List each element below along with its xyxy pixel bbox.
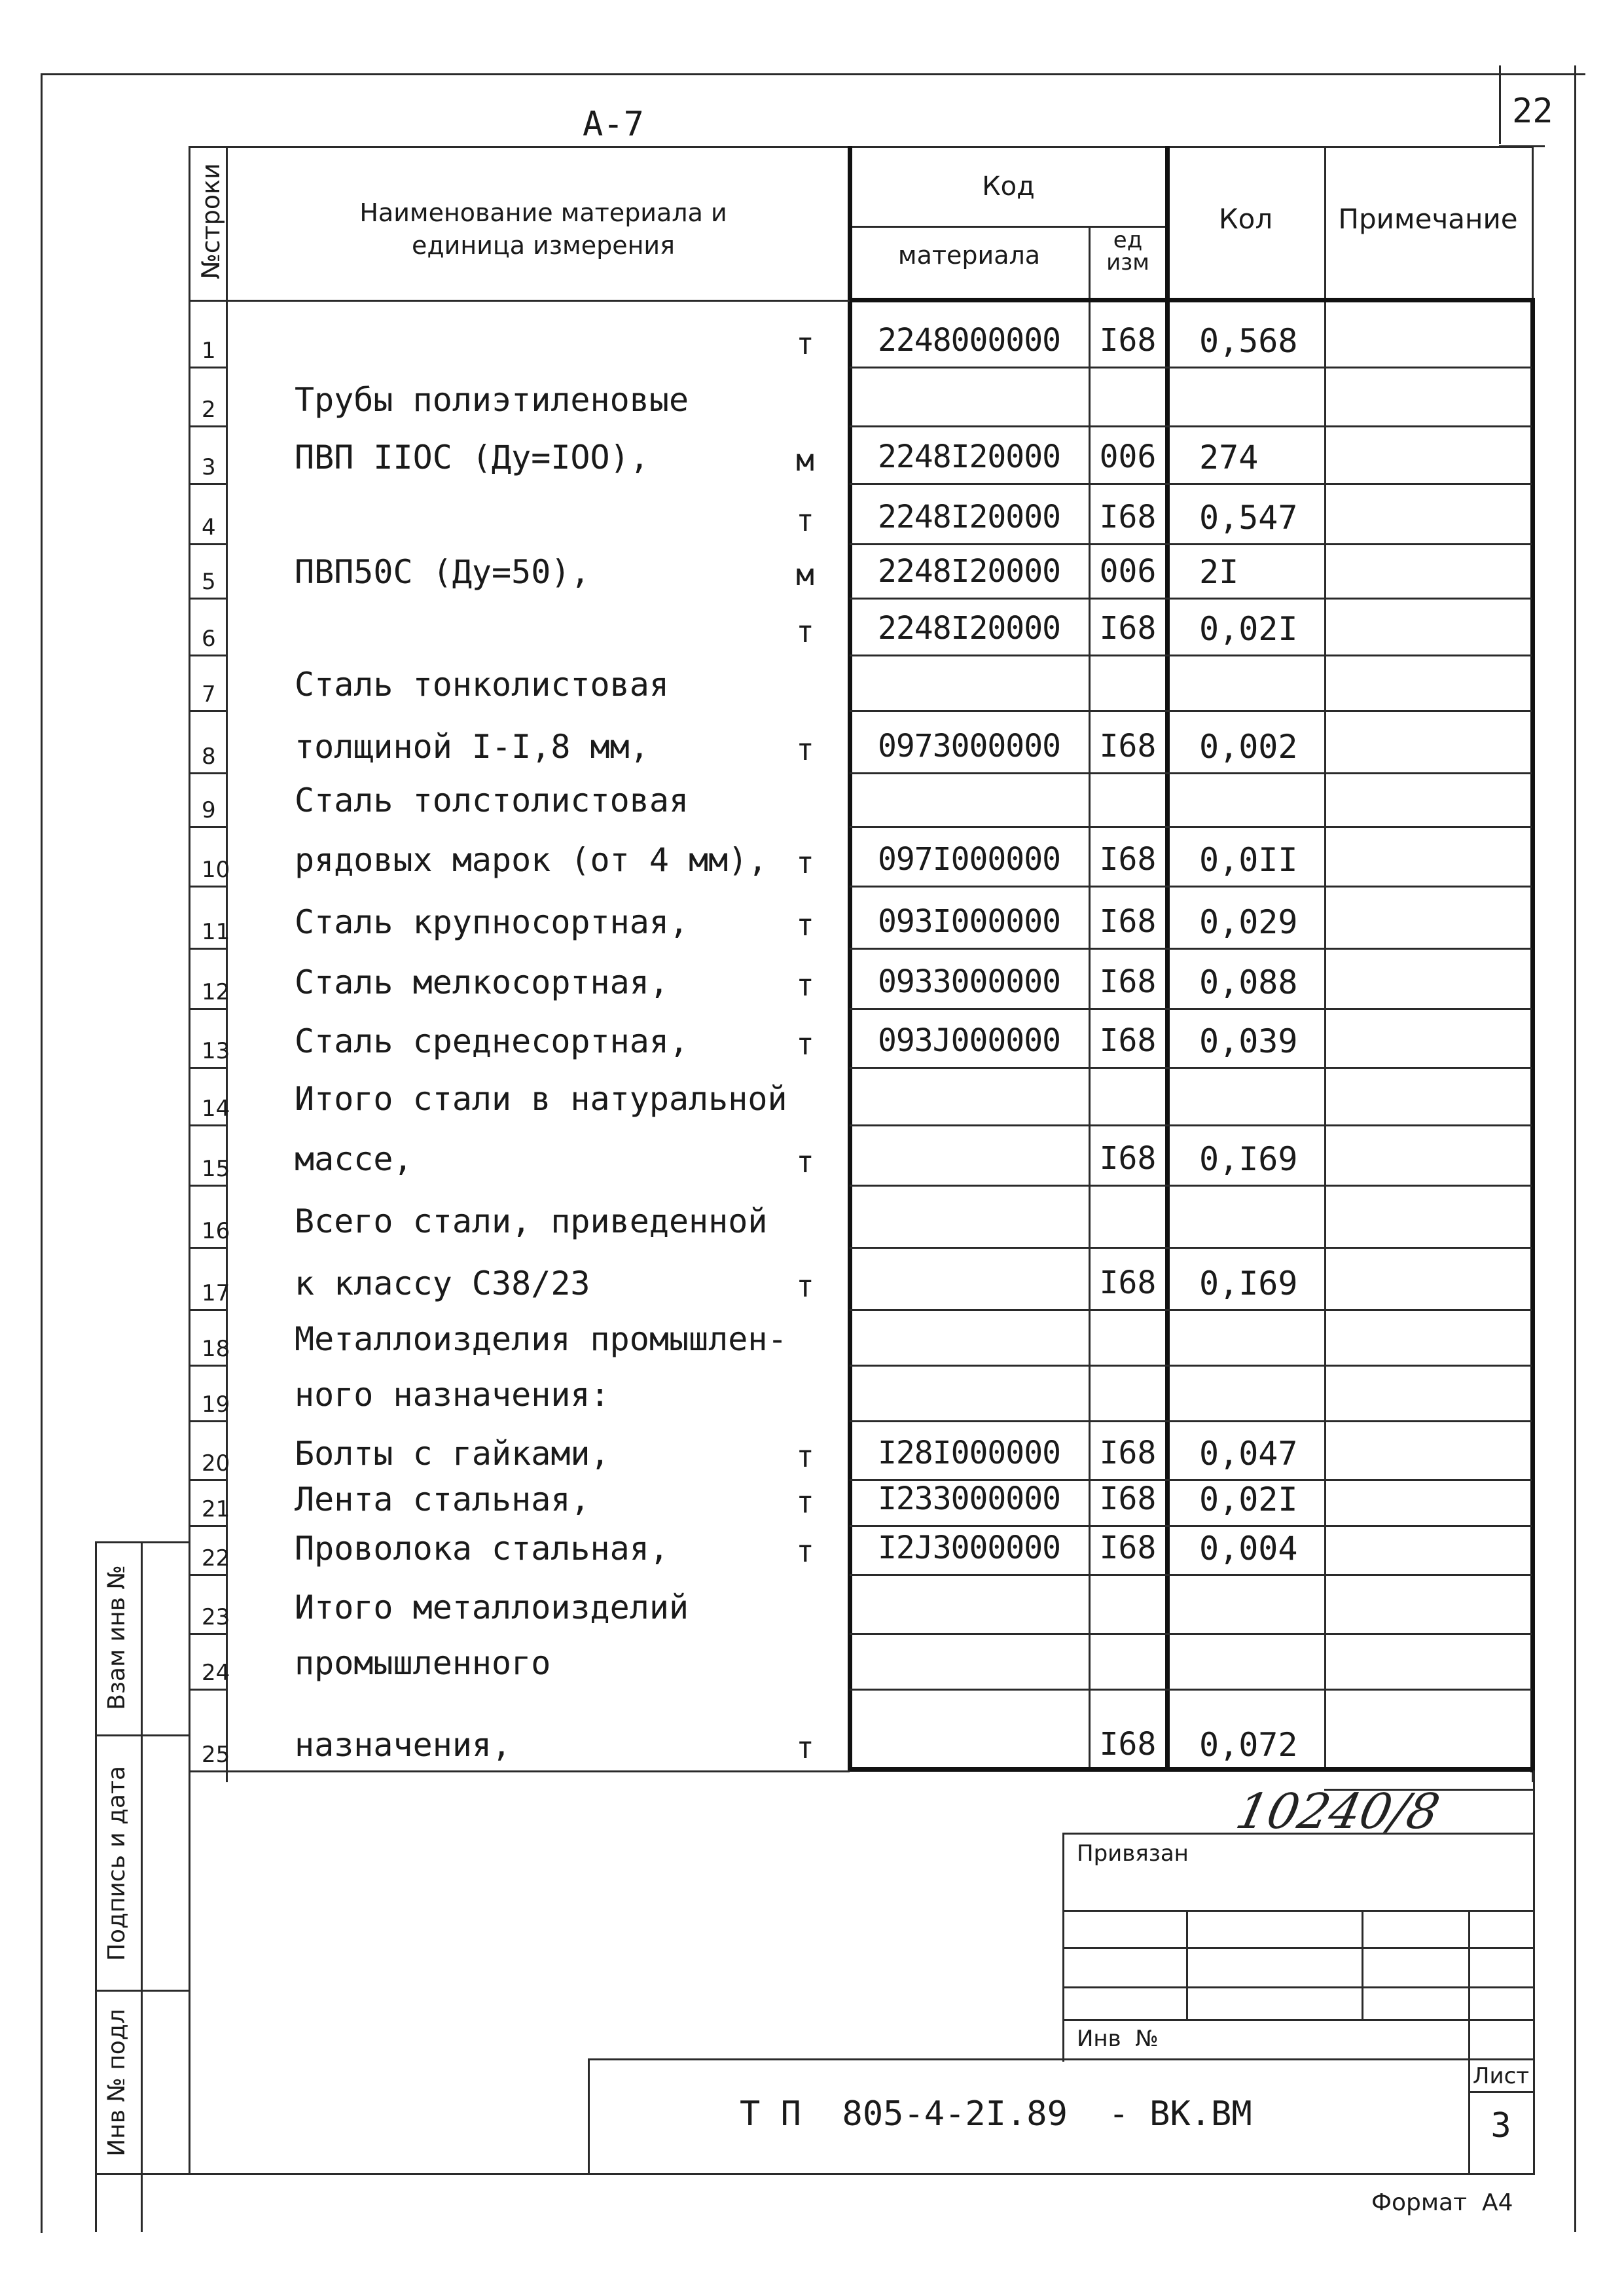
row-divider-num — [189, 1689, 226, 1691]
side-label-inv-podl: Инв № подл — [103, 2009, 130, 2157]
row-divider-num — [189, 598, 226, 600]
page-num-box-left — [1499, 65, 1501, 144]
row-code: 093J000000 — [878, 1022, 1060, 1059]
frame-right — [1574, 65, 1576, 2232]
row-qty: 2I — [1199, 553, 1239, 591]
row-divider-num — [189, 543, 226, 545]
row-divider-data — [850, 1633, 1532, 1635]
stamp-line-a — [1062, 1910, 1534, 1912]
frame-top — [41, 73, 1585, 75]
row-unit-code: 006 — [1099, 553, 1157, 590]
row-unit-code: I68 — [1099, 1265, 1157, 1301]
stamp-vline-2 — [1362, 1910, 1363, 2019]
row-divider-data — [850, 948, 1532, 950]
row-unit-code: I68 — [1099, 1140, 1157, 1177]
row-name: ПВП IIOC (Ду=IOO), — [295, 439, 649, 476]
row-divider-data — [850, 1525, 1532, 1527]
row-name: толщиной I-I,8 мм, — [295, 728, 649, 766]
row-divider-num — [189, 483, 226, 485]
row-unit-code: I68 — [1099, 1480, 1157, 1517]
row-number: 13 — [202, 1038, 230, 1064]
row-divider-data — [850, 425, 1532, 427]
row-unit: т — [796, 614, 814, 649]
row-qty: 0,547 — [1199, 499, 1298, 537]
table-top-line — [189, 146, 1534, 148]
row-number: 7 — [202, 681, 216, 708]
row-unit: т — [796, 1730, 814, 1765]
header-code: Код — [982, 171, 1035, 202]
frame-bottom — [189, 2173, 1534, 2175]
frame-left — [41, 73, 43, 2233]
row-code: I2J3000000 — [878, 1530, 1060, 1566]
row-code: 2248I20000 — [878, 610, 1060, 647]
page-number: 22 — [1512, 92, 1553, 131]
row-code: 0933000000 — [878, 963, 1060, 1000]
row-divider-data — [850, 772, 1532, 774]
stamp-sheet-value: 3 — [1490, 2106, 1511, 2145]
row-divider-data — [850, 1124, 1532, 1126]
row-divider-data — [850, 1420, 1532, 1422]
row-divider-num — [189, 886, 226, 888]
row-unit-code: I68 — [1099, 841, 1157, 878]
header-material: материала — [897, 241, 1041, 270]
row-qty: 274 — [1199, 439, 1259, 476]
col-rownum-line — [226, 146, 228, 1782]
header-unit-code-1: ед — [1113, 227, 1143, 253]
stamp-main-left — [588, 2058, 590, 2175]
row-divider-data — [850, 367, 1532, 368]
row-qty: 0,088 — [1199, 963, 1298, 1001]
row-name: Трубы полиэтиленовые — [295, 381, 689, 419]
row-divider-num — [189, 710, 226, 712]
row-unit-code: I68 — [1099, 963, 1157, 1000]
row-divider-num — [189, 1008, 226, 1010]
row-qty: 0,568 — [1199, 322, 1298, 360]
row-number: 2 — [202, 397, 216, 423]
table-bottom-line — [189, 1770, 850, 1772]
row-unit: т — [796, 1484, 814, 1520]
row-divider-data — [850, 826, 1532, 828]
row-divider-num — [189, 1185, 226, 1187]
thick-left — [848, 146, 852, 1772]
side-strip-left — [95, 1541, 97, 2232]
row-divider-num — [189, 1479, 226, 1481]
row-divider-data — [850, 543, 1532, 545]
stamp-line-d — [1062, 2019, 1534, 2021]
row-qty: 0,02I — [1199, 610, 1298, 648]
row-unit: т — [796, 1439, 814, 1474]
row-code: 0973000000 — [878, 728, 1060, 764]
row-number: 22 — [202, 1545, 230, 1571]
table-left-line — [189, 146, 190, 2175]
row-divider-num — [189, 1365, 226, 1367]
row-code: I28I000000 — [878, 1435, 1060, 1471]
row-number: 16 — [202, 1218, 230, 1244]
row-name: Сталь толстолистовая — [295, 781, 689, 819]
header-name-line2: единица измерения — [412, 231, 675, 260]
side-label-vzam: Взам инв № — [103, 1565, 130, 1710]
header-row-no: №строки — [196, 163, 225, 279]
row-qty: 0,002 — [1199, 728, 1298, 766]
row-number: 9 — [202, 797, 216, 823]
row-qty: 0,029 — [1199, 903, 1298, 941]
row-qty: 0,0II — [1199, 841, 1298, 879]
row-number: 18 — [202, 1336, 230, 1362]
row-qty: 0,I69 — [1199, 1265, 1298, 1302]
row-name: Сталь крупносортная, — [295, 903, 689, 941]
stamp-privyazan: Привязан — [1077, 1840, 1189, 1867]
thick-header-bottom — [848, 298, 1535, 302]
stamp-main-top — [588, 2058, 1534, 2060]
row-qty: 0,047 — [1199, 1435, 1298, 1473]
row-name: рядовых марок (от 4 мм), — [295, 841, 768, 879]
row-qty: 0,02I — [1199, 1480, 1298, 1518]
row-unit-code: I68 — [1099, 903, 1157, 940]
row-code: I233000000 — [878, 1480, 1060, 1517]
row-code: 093I000000 — [878, 903, 1060, 940]
header-note: Примечание — [1338, 203, 1518, 235]
row-number: 8 — [202, 744, 216, 770]
row-unit-code: I68 — [1099, 1726, 1157, 1763]
row-code: 2248I20000 — [878, 439, 1060, 475]
stamp-vline-1 — [1186, 1910, 1188, 2019]
row-code: 097I000000 — [878, 841, 1060, 878]
row-unit-code: 006 — [1099, 439, 1157, 475]
side-label-podpis: Подпись и дата — [103, 1765, 130, 1962]
row-divider-num — [189, 367, 226, 368]
row-unit-code: I68 — [1099, 1435, 1157, 1471]
row-divider-data — [850, 710, 1532, 712]
row-number: 12 — [202, 979, 230, 1005]
row-name: назначения, — [295, 1726, 512, 1764]
row-code: 2248000000 — [878, 322, 1060, 359]
row-number: 11 — [202, 919, 230, 945]
side-strip-right — [141, 1541, 143, 2232]
row-name: Сталь мелкосортная, — [295, 963, 669, 1001]
row-number: 4 — [202, 514, 216, 541]
row-name: массе, — [295, 1140, 413, 1178]
format-label: Формат А4 — [1371, 2189, 1513, 2216]
stamp-sheet-divider — [1468, 2091, 1534, 2093]
row-name: Сталь среднесортная, — [295, 1022, 689, 1060]
row-number: 19 — [202, 1391, 230, 1418]
row-unit-code: I68 — [1099, 1022, 1157, 1059]
stamp-designation: Т П 805-4-2I.89 - ВК.ВМ — [740, 2094, 1252, 2134]
row-qty: 0,I69 — [1199, 1140, 1298, 1178]
row-unit: т — [796, 845, 814, 880]
row-number: 23 — [202, 1604, 230, 1630]
row-name: к классу С38/23 — [295, 1265, 590, 1302]
row-code: 2248I20000 — [878, 499, 1060, 535]
thick-bottom — [848, 1767, 1535, 1772]
row-name: Итого металлоизделий — [295, 1588, 689, 1626]
row-divider-num — [189, 1247, 226, 1249]
row-unit: т — [796, 732, 814, 767]
row-unit-code: I68 — [1099, 728, 1157, 764]
row-divider-data — [850, 598, 1532, 600]
row-divider-data — [850, 1185, 1532, 1187]
header-qty: Кол — [1218, 203, 1273, 235]
row-unit: м — [796, 442, 814, 478]
row-qty: 0,039 — [1199, 1022, 1298, 1060]
row-divider-num — [189, 655, 226, 656]
row-unit: м — [796, 557, 814, 592]
row-divider-num — [189, 1525, 226, 1527]
row-divider-num — [189, 1574, 226, 1576]
stamp-line-c — [1062, 1986, 1534, 1988]
row-number: 25 — [202, 1742, 230, 1768]
header-unit-code-2: изм — [1106, 249, 1149, 276]
row-number: 10 — [202, 857, 230, 883]
row-unit-code: I68 — [1099, 499, 1157, 535]
row-divider-num — [189, 425, 226, 427]
row-number: 24 — [202, 1660, 230, 1686]
row-name: Проволока стальная, — [295, 1530, 669, 1568]
row-number: 5 — [202, 569, 216, 595]
row-name: Сталь тонколистовая — [295, 666, 669, 704]
sheet-marker: А-7 — [583, 105, 644, 144]
stamp-line-b — [1062, 1947, 1534, 1949]
row-number: 1 — [202, 338, 216, 364]
header-name — [275, 196, 812, 262]
row-number: 17 — [202, 1280, 230, 1306]
row-code: 2248I20000 — [878, 553, 1060, 590]
row-name: Лента стальная, — [295, 1480, 590, 1518]
row-name: Болты с гайками, — [295, 1435, 610, 1473]
row-unit: т — [796, 967, 814, 1003]
row-divider-data — [850, 1309, 1532, 1311]
row-divider-num — [189, 948, 226, 950]
row-divider-num — [189, 1124, 226, 1126]
row-divider-data — [850, 1008, 1532, 1010]
row-divider-data — [850, 886, 1532, 888]
row-unit: т — [796, 1268, 814, 1304]
row-name: Всего стали, приведенной — [295, 1202, 768, 1240]
row-divider-data — [850, 483, 1532, 485]
row-divider-data — [850, 1689, 1532, 1691]
row-name: промышленного — [295, 1644, 551, 1682]
row-divider-data — [850, 1365, 1532, 1367]
row-number: 21 — [202, 1496, 230, 1522]
thick-right — [1530, 300, 1535, 1772]
header-bottom-line — [189, 300, 850, 302]
row-unit: т — [796, 326, 814, 361]
row-unit-code: I68 — [1099, 610, 1157, 647]
row-name: Металлоизделия промышлен- — [295, 1320, 787, 1358]
row-qty: 0,004 — [1199, 1530, 1298, 1568]
row-divider-num — [189, 772, 226, 774]
row-number: 6 — [202, 626, 216, 652]
row-number: 14 — [202, 1096, 230, 1122]
row-divider-num — [189, 1420, 226, 1422]
row-name: ного назначения: — [295, 1376, 610, 1414]
row-unit: т — [796, 503, 814, 538]
row-divider-data — [850, 655, 1532, 656]
row-name: ПВП50С (Ду=50), — [295, 553, 590, 591]
row-number: 15 — [202, 1156, 230, 1182]
row-number: 20 — [202, 1450, 230, 1477]
stamp-inv-no: Инв № — [1077, 2026, 1159, 2052]
row-divider-data — [850, 1574, 1532, 1576]
row-unit-code: I68 — [1099, 1530, 1157, 1566]
row-divider-data — [850, 1247, 1532, 1249]
row-unit: т — [796, 907, 814, 942]
row-unit: т — [796, 1534, 814, 1569]
row-unit: т — [796, 1026, 814, 1062]
row-divider-num — [189, 1309, 226, 1311]
row-divider-num — [189, 1633, 226, 1635]
row-unit-code: I68 — [1099, 322, 1157, 359]
row-divider-num — [189, 826, 226, 828]
header-name-line1: Наименование материала и — [359, 198, 727, 227]
handwritten-number: 10240/8 — [1231, 1784, 1445, 1840]
thick-mid — [1165, 146, 1170, 1772]
row-number: 3 — [202, 454, 216, 480]
row-divider-data — [850, 1067, 1532, 1069]
stamp-sheet-label: Лист — [1472, 2063, 1530, 2089]
row-unit: т — [796, 1144, 814, 1179]
header-unit-code — [1089, 229, 1167, 274]
row-qty: 0,072 — [1199, 1726, 1298, 1764]
row-name: Итого стали в натуральной — [295, 1080, 787, 1118]
row-divider-num — [189, 1067, 226, 1069]
